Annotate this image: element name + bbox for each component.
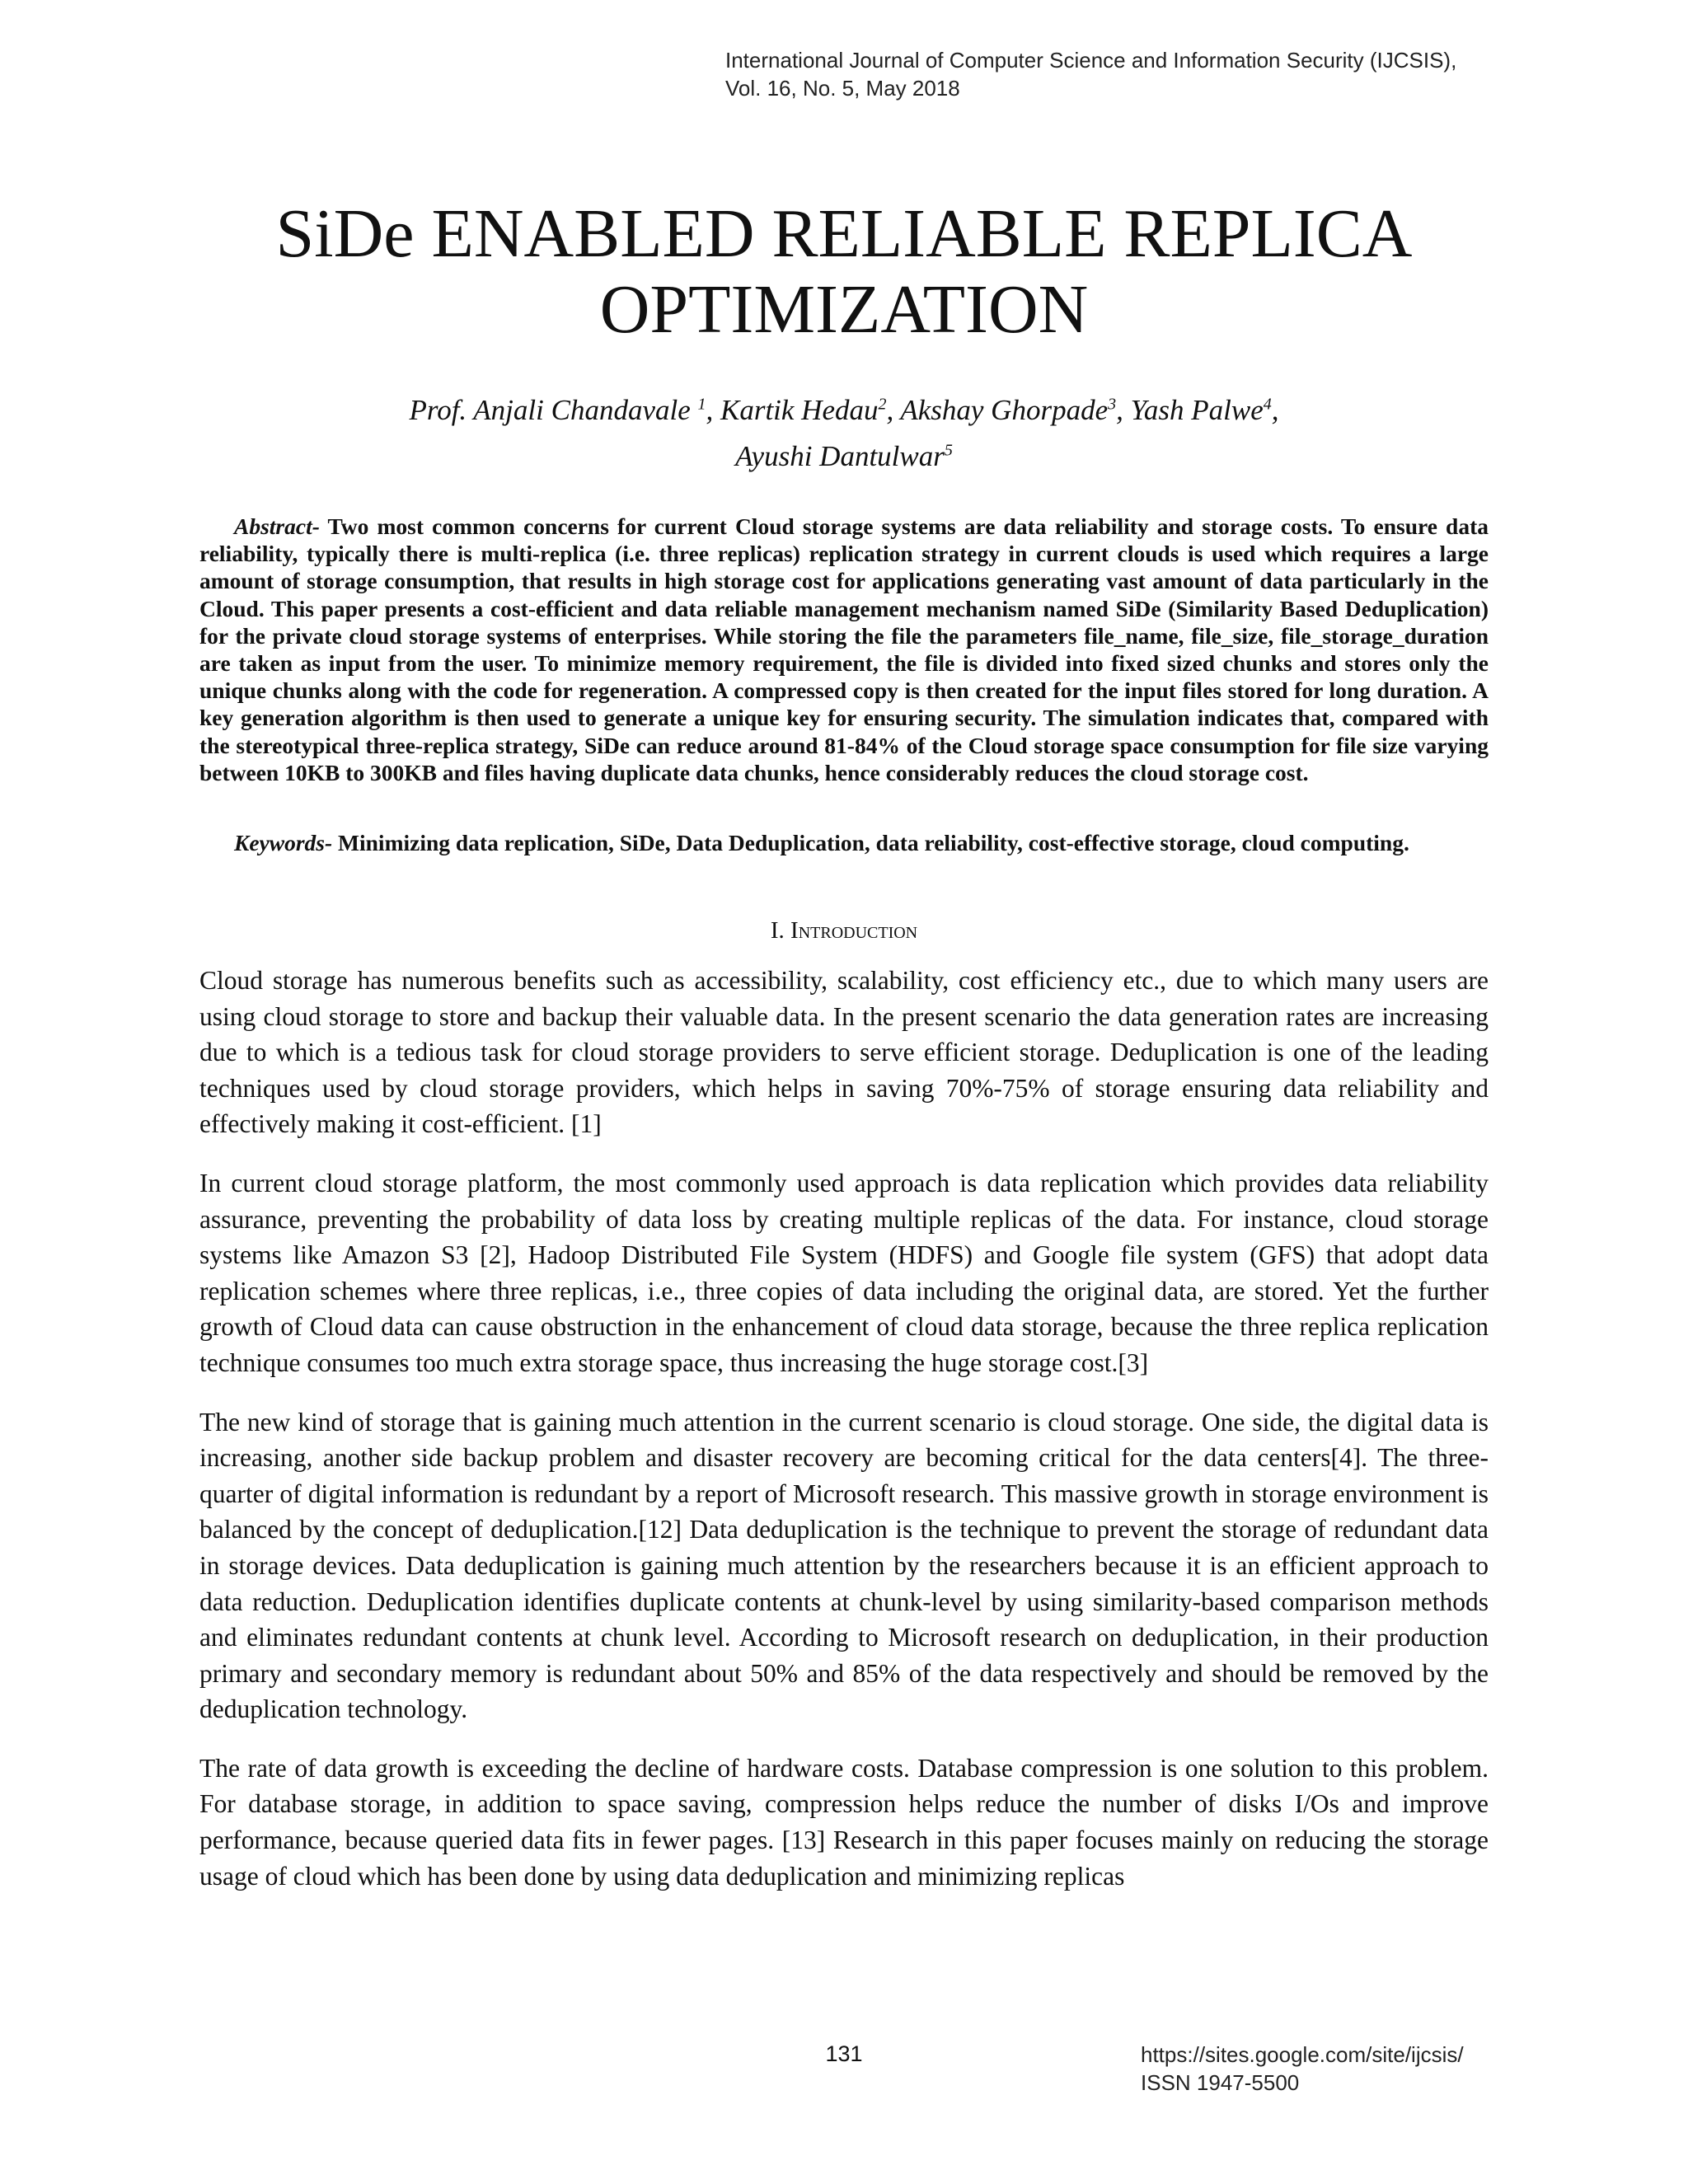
section-heading-introduction: I. Introduction <box>770 917 918 944</box>
journal-header <box>725 46 1456 102</box>
author-affiliation-marker: 3 <box>1108 395 1117 414</box>
author-name: Ayushi Dantulwar <box>735 440 945 472</box>
footer-info <box>1141 2041 1464 2097</box>
author-affiliation-marker: 2 <box>878 395 887 414</box>
author-separator: , <box>1271 394 1279 426</box>
introduction-body <box>199 963 1489 1917</box>
author-name: Prof. Anjali Chandavale <box>409 394 698 426</box>
author-affiliation-marker: 4 <box>1263 395 1272 414</box>
abstract-text: Two most common concerns for current Cloud storage systems are data reliability and storage costs. To ensure data reliability, typically there is multi-replica (i.e. three replicas) replication strategy in current clouds is used which requires a large amount of storage consumption, that results in high storage cost for applications generating vast amount of data particularly in the Cloud. This paper presents a cost-efficient and data reliable management mechanism named SiDe (Similarity Based Deduplication) for the private cloud storage systems of enterprises. While storing the file the parameters file_name, file_size, file_storage_duration are taken as input from the user. To minimize memory requirement, the file is divided into fixed sized chunks and stores only the unique chunks along with the code for regeneration. A compressed copy is then created for the input files stored for long duration. A key generation algorithm is then used to generate a unique key for ensuring security. The simulation indicates that, compared with the stereotypical three-replica strategy, SiDe can reduce around 81-84% of the Cloud storage space consumption for file size varying between 10KB to 300KB and files having duplicate data chunks, hence considerably reduces the cloud storage cost. <box>199 513 1489 785</box>
author-name: , Yash Palwe <box>1116 394 1264 426</box>
keywords-label: Keywords- <box>234 830 333 855</box>
keywords-text: Minimizing data replication, SiDe, Data Deduplication, data reliability, cost-effective storage, cloud computing. <box>332 830 1409 855</box>
paper-title-line1: SiDe ENABLED RELIABLE REPLICA <box>275 195 1413 272</box>
body-paragraph: The rate of data growth is exceeding the decline of hardware costs. Database compression is one solution to this problem. For database storage, in addition to space saving, compression helps reduce the number of disks I/Os and improve performance, because queried data fits in fewer pages. [13] Research in this paper focuses mainly on reducing the storage usage of cloud which has been done by using data deduplication and minimizing replicas <box>199 1753 1489 1891</box>
author-list <box>0 387 1688 480</box>
author-affiliation-marker: 5 <box>944 441 953 460</box>
abstract-label: Abstract- <box>234 513 320 539</box>
author-name: , Kartik Hedau <box>706 394 879 426</box>
page-number: 131 <box>825 2041 863 2066</box>
journal-name: International Journal of Computer Science and Information Security (IJCSIS), <box>725 48 1457 73</box>
paper-title <box>0 196 1688 348</box>
journal-issn: ISSN 1947-5500 <box>1141 2070 1300 2095</box>
author-line2 <box>0 434 1688 480</box>
body-paragraph: Cloud storage has numerous benefits such as accessibility, scalability, cost efficiency etc., due to which many users are using cloud storage to store and backup their valuable data. In the present scenario the data generation rates are increasing due to which is a tedious task for cloud storage providers to serve efficient storage. Deduplication is one of the leading techniques used by cloud storage providers, which helps in saving 70%-75% of storage ensuring data reliability and effectively making it cost-efficient. [1] <box>199 966 1489 1139</box>
journal-volume: Vol. 16, No. 5, May 2018 <box>725 76 960 101</box>
journal-url: https://sites.google.com/site/ijcsis/ <box>1141 2042 1464 2067</box>
body-paragraph: The new kind of storage that is gaining much attention in the current scenario is cloud storage. One side, the digital data is increasing, another side backup problem and disaster recovery are becoming critical for the data centers[4]. The three-quarter of digital information is redundant by a report of Microsoft research. This massive growth in storage environment is balanced by the concept of deduplication.[12] Data deduplication is the technique to prevent the storage of redundant data in storage devices. Data deduplication is gaining much attention by the researchers because it is an efficient approach to data reduction. Deduplication identifies duplicate contents at chunk-level by using similarity-based comparison methods and eliminates redundant contents at chunk level. According to Microsoft research on deduplication, in their production primary and secondary memory is redundant about 50% and 85% of the data respectively and should be removed by the deduplication technology. <box>199 1407 1489 1724</box>
author-name: , Akshay Ghorpade <box>886 394 1109 426</box>
abstract <box>199 513 1489 786</box>
keywords <box>199 829 1489 856</box>
body-paragraph: In current cloud storage platform, the most commonly used approach is data replication which provides data reliability assurance, preventing the probability of data loss by creating multiple replicas of the data. For instance, cloud storage systems like Amazon S3 [2], Hadoop Distributed File System (HDFS) and Google file system (GFS) that adopt data replication schemes where three replicas, i.e., three copies of data including the original data, are stored. Yet the further growth of Cloud data can cause obstruction in the enhancement of cloud data storage, because the three replica replication technique consumes too much extra storage space, thus increasing the huge storage cost.[3] <box>199 1168 1489 1377</box>
paper-title-line2: OPTIMIZATION <box>599 271 1089 348</box>
author-affiliation-marker: 1 <box>697 395 706 414</box>
author-line1 <box>0 387 1688 434</box>
